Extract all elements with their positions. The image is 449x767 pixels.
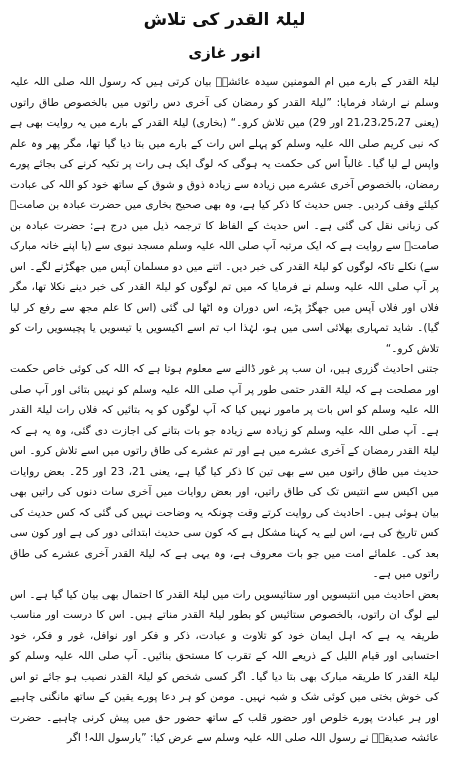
author-name: انور غازی xyxy=(188,44,261,62)
paragraph-2: جتنی احادیث گزری ہیں، ان سب پر غور ڈالنے سے معلوم ہوتا ہے کہ اللہ کی کوئی خاص حکمت اور مصلحت ہے کہ لیلۃ القدر حتمی طور پر آپ صلی اللہ علیہ وسلم کو نہیں بتائی اور آپ صلی اللہ علیہ وسلم کو اس بات پر مامور نہیں کیا کہ آپ لوگوں کو یہ بتائیں کہ فلاں رات لیلۃ القدر ہے۔ آپ صلی اللہ علیہ وسلم کو زیادہ سے زیادہ جو بات بتانے کی اجازت دی گئی، وہ یہ ہے کہ لیلۃ القدر رمضان کے آخری عشرے میں ہے اور تم عشرے کی طاق راتوں میں اسے تلاش کرو۔ اس حدیث میں طاق راتوں میں سے بھی تین کا ذکر کیا گیا ہے، یعنی 21، 23 اور 25۔ بعض روایات میں اکیس سے انتیس تک کی طاق راتیں، اور بعض روایات میں آخری سات دنوں کی راتیں بھی بیان ہوئی ہیں۔ احادیث کی روایت کرتے وقت چونکہ یہ وضاحت نہیں کی گئی کہ کس حدیث کی کس تاریخ کی ہے، اس لیے یہ کہنا مشکل ہے کہ کون سی حدیث ابتدائی دور کی ہے اور کون سی بعد کی۔ علمائے امت میں جو بات معروف ہے، وہ یہی ہے کہ لیلۃ القدر آخری عشرے کی طاق راتوں میں ہے۔ xyxy=(10,363,439,580)
paragraph-3: بعض احادیث میں انتیسویں اور ستائیسویں رات میں لیلۃ القدر کا احتمال بھی بیان کیا گیا ہے۔ اس لیے لوگ ان راتوں، بالخصوص ستائیس کو بطور لیلۃ القدر مناتے ہیں۔ اس کا درست اور مناسب طریقہ یہ ہے کہ اہل ایمان خود کو تلاوت و عبادت، ذکر و فکر اور نوافل، غور و فکر، خود احتسابی اور قیام اللیل کے ذریعے اللہ کے تقرب کا مستحق بنائیں۔ آپ صلی اللہ علیہ وسلم کو لیلۃ القدر کا طریقہ مبارک بھی بتا دیا گیا۔ اگر کسی شخص کو لیلۃ القدر نصیب ہو جائے تو اس کی خوش بختی میں کوئی شک و شبہ نہیں۔ مومن کو ہر دعا پورے یقین کے ساتھ مانگنی چاہیے اور ہر عبادت پورے خلوص اور حضور قلب کے ساتھ حضور حق میں پیش کرنی چاہیے۔ حضرت عائشہ صدیقہؓ نے رسول اللہ صلی اللہ علیہ وسلم سے عرض کیا: ”یارسول اللہ! اگر xyxy=(10,588,439,744)
article-body xyxy=(10,72,439,749)
article-title: لیلۃ القدر کی تلاش xyxy=(143,10,306,30)
paragraph-1: لیلۃ القدر کے بارے میں ام المومنین سیدہ عائشہؓ بیان کرتی ہیں کہ رسول اللہ صلی اللہ علیہ وسلم نے ارشاد فرمایا: ”لیلۃ القدر کو رمضان کی آخری دس راتوں میں بالخصوص طاق راتوں (یعنی 21،23،25،27 اور 29) میں تلاش کرو۔“ (بخاری) لیلۃ القدر کے بارے میں یہ روایت بھی ہے کہ نبی کریم صلی اللہ علیہ وسلم کو پہلے اس رات کے بارے میں بتا دیا گیا تھا، مگر پھر وہ علم واپس لے لیا گیا۔ غالباً اس کی حکمت یہ ہوگی کہ لوگ ایک ہی رات پر تکیہ کرنے کی بجائے پورے رمضان، بالخصوص آخری عشرے میں زیادہ سے زیادہ ذوق و شوق کے ساتھ خود کو اللہ کی عبادت کیلئے وقف کردیں۔ جس حدیث کا ذکر کیا ہے، وہ بھی صحیح بخاری میں حضرت عبادہ بن صامتؓ کی زبانی نقل کی گئی ہے۔ اس حدیث کے الفاظ کا ترجمہ ذیل میں درج ہے: حضرت عبادہ بن صامتؓ سے روایت ہے کہ ایک مرتبہ آپ صلی اللہ علیہ وسلم مسجد نبوی سے (یا اپنے خانہ مبارک سے) نکلے تاکہ لوگوں کو لیلۃ القدر کی خبر دیں۔ اتنے میں دو مسلمان آپس میں جھگڑنے لگے۔ اس پر آپ صلی اللہ علیہ وسلم نے فرمایا کہ میں تم لوگوں کو لیلۃ القدر کی خبر دینے نکلا تھا، مگر فلاں اور فلاں آپس میں جھگڑ پڑے، اس دوران وہ اٹھا لی گئی (اس کا علم مجھ سے رفع کر لیا گیا)۔ شاید تمہاری بھلائی اسی میں ہو، لہٰذا اب تم اسے اکیسویں یا تیسویں یا پچیسویں رات کو تلاش کرو۔“ xyxy=(10,76,439,355)
